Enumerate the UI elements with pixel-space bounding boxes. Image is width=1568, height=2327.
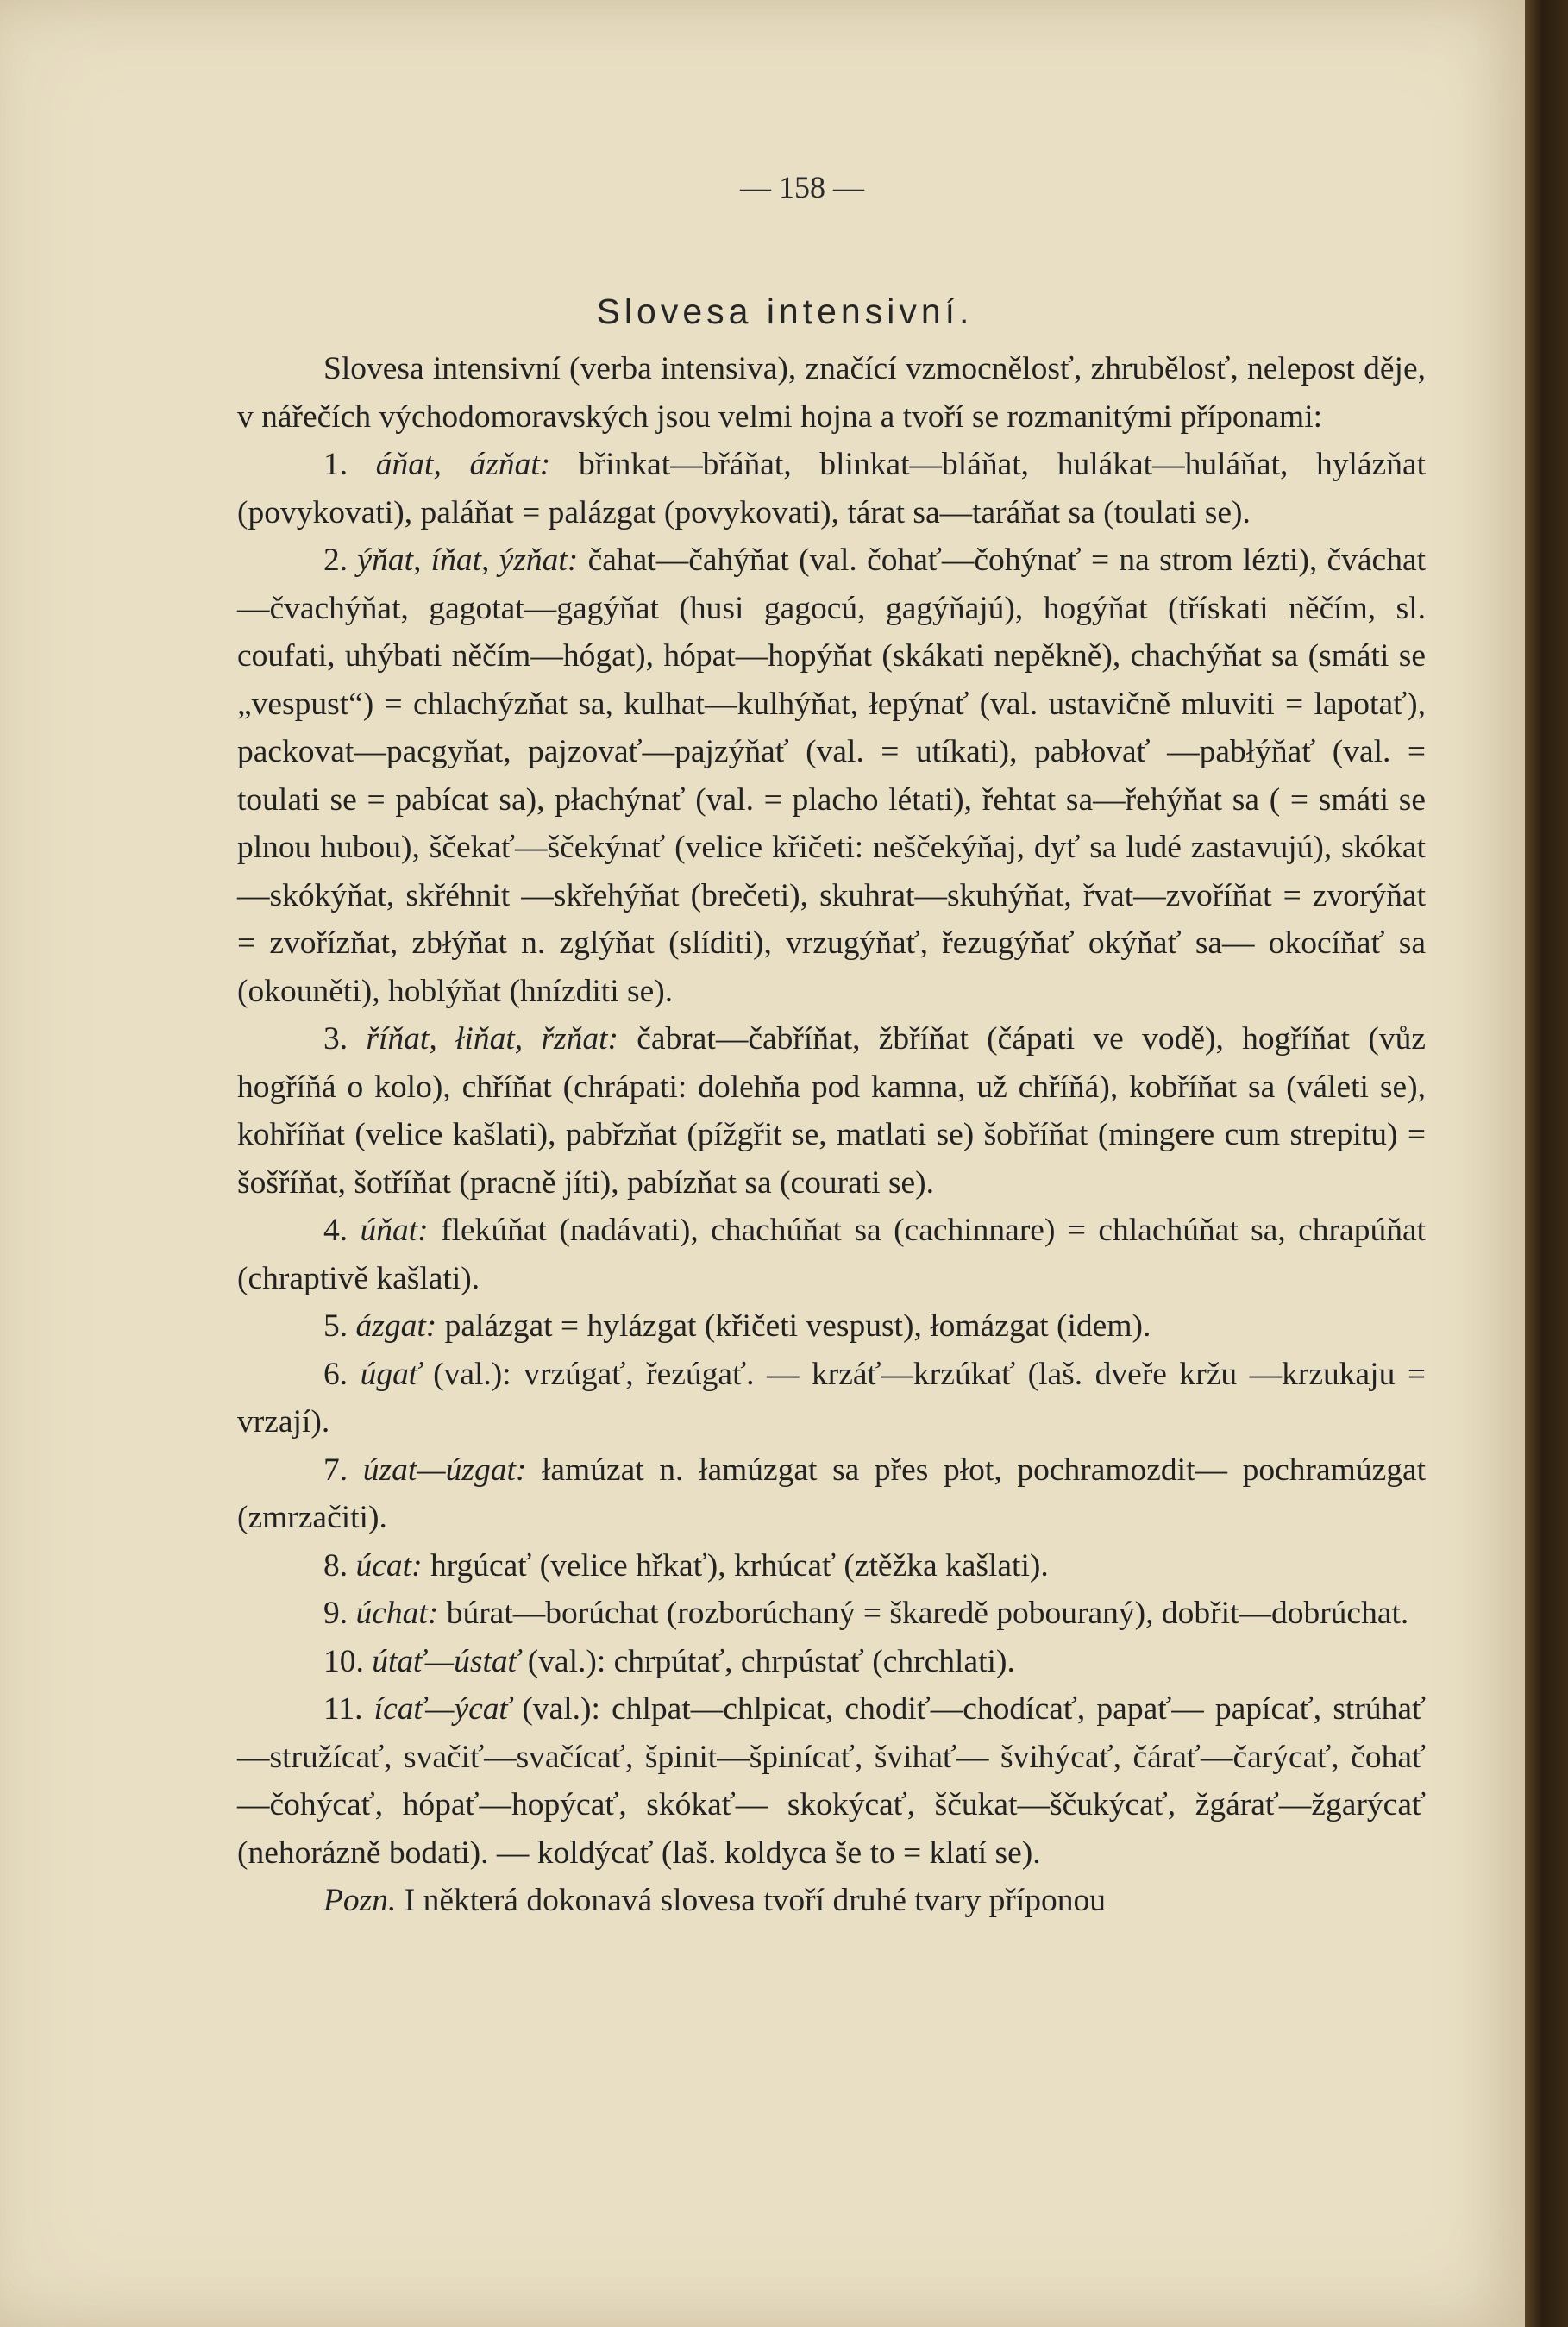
paragraph-4: 4. úňat: flekúňat (nadávati), chachúňat sa (cachinnare) = chlachúňat sa, chrapúňat (chraptivě kašlati). (237, 1213, 1427, 1296)
paragraph-2: 2. ýňat, íňat, ýzňat: čahat—čahýňat (val. čohať—čohýnať = na strom lézti), čváchat—čvachýňat, gagotat—gagýňat (husi gagocú, gagýňajú), hogýňat (třískati něčím, sl. coufati, uhýbati něčím—hógat), hópat—hopýňat (skákati nepěkně), chachýňat sa (smáti se „vespust“) = chlachýzňat sa, kulhat—kulhýňat, łepýnať (val. ustavičně mluviti = lapotať), packovat—pacgyňat, pajzovať—pajzýňať (val. = utíkati), pabłovať —pabłýňať (val. = toulati se = pabícat sa), płachýnať (val. = placho létati), řehtat sa—řehýňat sa ( = smáti se plnou hubou), ščekať—ščekýnať (velice křičeti: neščekýňaj, dyť sa ludé zastavujú), skókat—skókýňat, skřéhnit —skřehýňat (brečeti), skuhrat—skuhýňat, řvat—zvoříňat = zvorýňat = zvořízňat, zbłýňat n. zglýňat (slíditi), vrzugýňať, řezugýňať okýňať sa— okocíňať sa (okouněti), hoblýňat (hnízditi se). (237, 543, 1427, 1009)
page-number: — 158 — (740, 170, 864, 204)
paragraph-8: 8. úcat: hrgúcať (velice hřkať), krhúcať (ztěžka kašlati). (323, 1547, 1049, 1584)
paragraph-9: 9. úchat: búrat—borúchat (rozborúchaný = škaredě pobouraný), dobřit—dobrúchat. (323, 1596, 1409, 1631)
paragraph-5: 5. ázgat: palázgat = hylázgat (křičeti vespust), łomázgat (idem). (323, 1308, 1151, 1344)
paragraph-1: 1. áňat, ázňat: břinkat—břáňat, blinkat—bláňat, hulákat—huláňat, hylázňat (povykovati), paláňat = palázgat (povykovati), tárat sa—taráňat sa (toulati se). (237, 447, 1427, 530)
paragraph-3: 3. říňat, łiňat, řzňat: čabrat—čabříňat, žbříňat (čápati ve vodě), hogříňat (vůz hogříňá o kolo), chříňat (chrápati: dolehňa pod kamna, už chříňá), kobříňat sa (váleti se), kohříňat (velice kašlati), pabřzňat (pížgřit se, matlati se) šobříňat (mingere cum strepitu) = šošříňat, šotříňat (pracně jíti), pabízňat sa (courati se). (237, 1021, 1427, 1201)
page-spine-edge (1525, 0, 1568, 2327)
paragraph-6: 6. úgať (val.): vrzúgať, řezúgať. — krzáť—krzúkať (laš. dveře kržu —krzukaju = vrzají). (237, 1356, 1427, 1439)
section-heading: Slovesa intensivní. (596, 292, 974, 331)
paragraph-7: 7. úzat—úzgat: łamúzat n. łamúzgat sa přes płot, pochramozdit— pochramúzgat (zmrzačiti). (237, 1452, 1427, 1535)
paragraph-intro: Slovesa intensivní (verba intensiva), značící vzmocnělosť, zhrubělosť, nelepost děje, v nářečích východomoravských jsou velmi hojna a tvoří se rozmanitými příponami: (237, 351, 1426, 435)
body-text (237, 345, 1426, 1925)
paragraph-11: 11. ícať—ýcať (val.): chlpat—chlpicat, chodiť—chodícať, papať— papícať, strúhať—stružícať, svačiť—svačícať, špinit—špinícať, švihať— švihýcať, čárať—čarýcať, čohať—čohýcať, hópať—hopýcať, skókať— skokýcať, ščukat—ščukýcať, žgárať—žgarýcať (nehorázně bodati). — koldýcať (laš. koldyca še to = klatí se). (237, 1691, 1426, 1871)
paragraph-10: 10. útať—ústať (val.): chrpútať, chrpústať (chrchlati). (323, 1643, 1015, 1679)
paragraph-note: Pozn. I některá dokonavá slovesa tvoří druhé tvary příponou (323, 1883, 1107, 1918)
